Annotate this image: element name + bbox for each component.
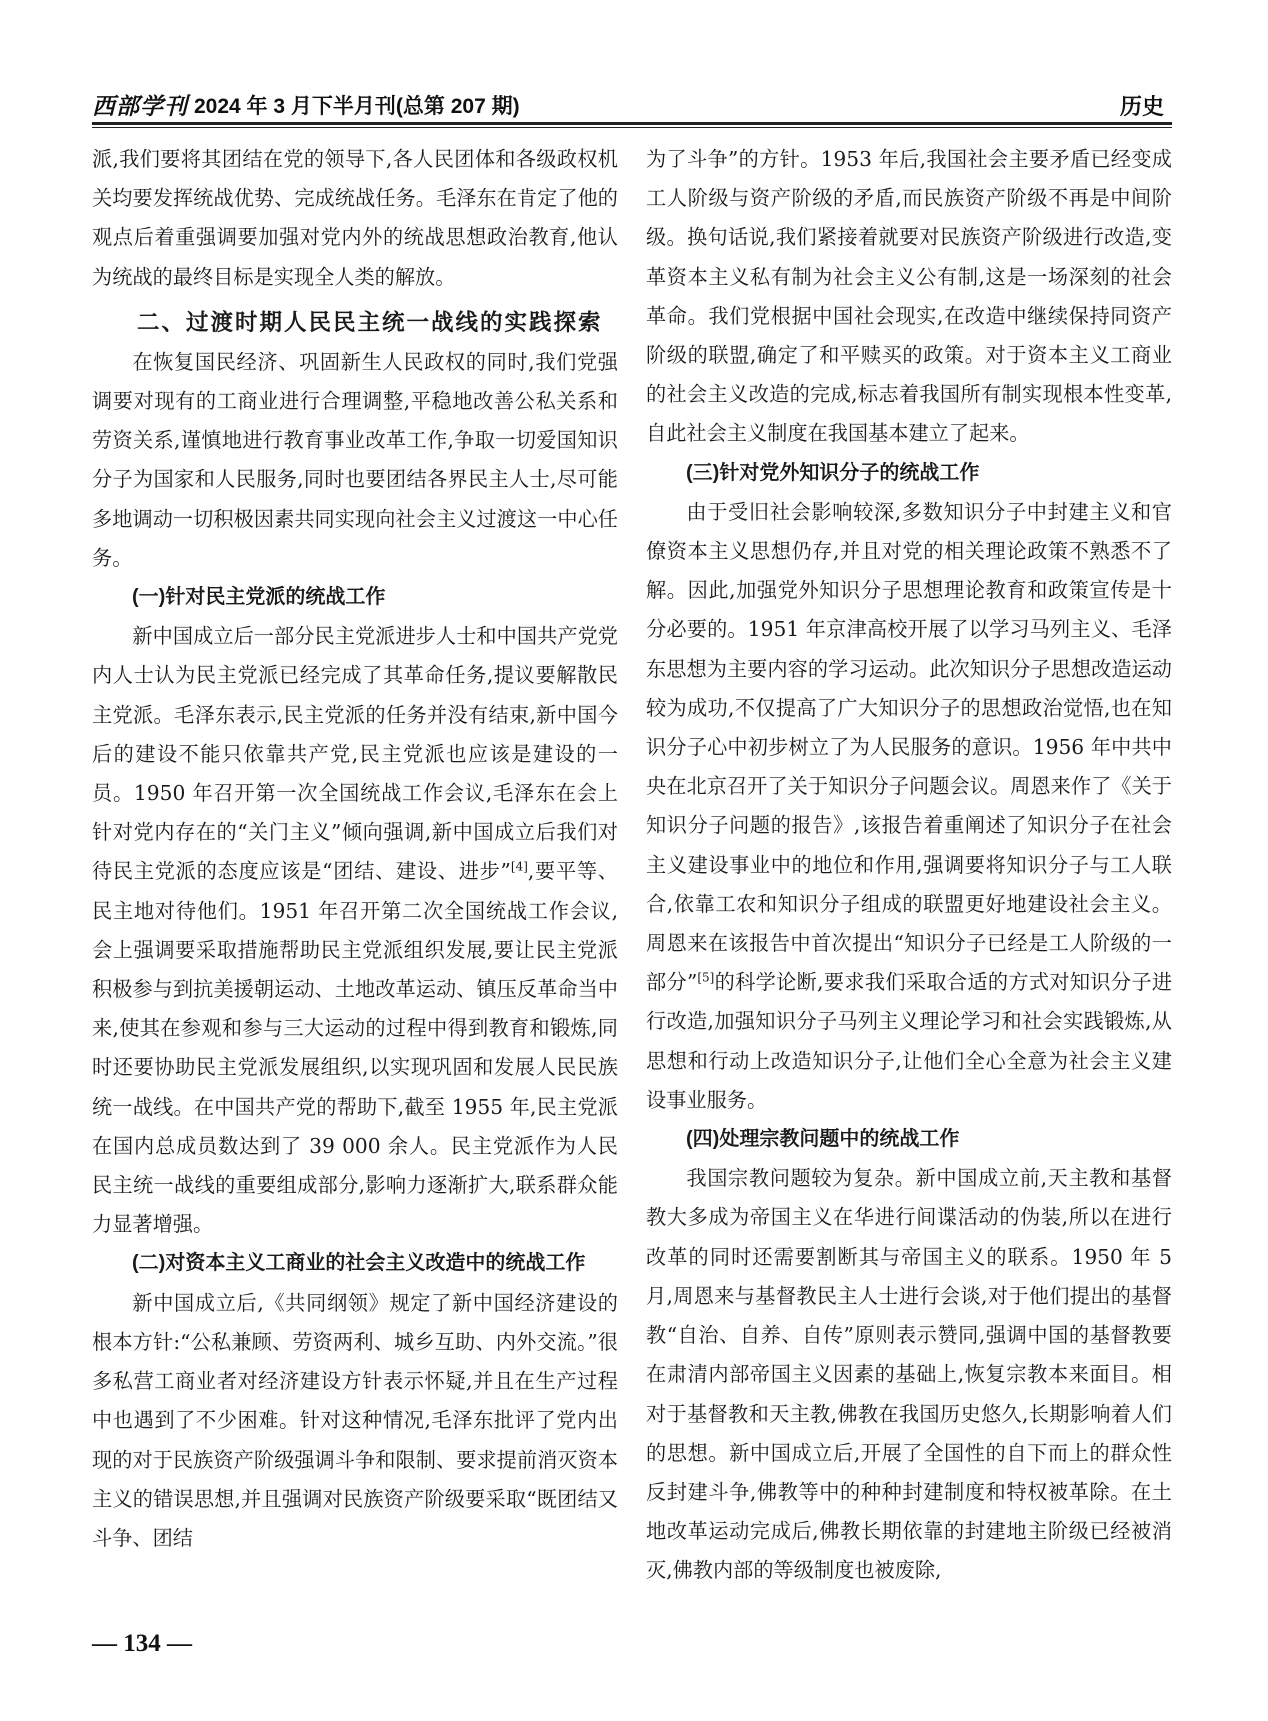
body-paragraph: 新中国成立后,《共同纲领》规定了新中国经济建设的根本方针:“公私兼顾、劳资两利、城乡互助、内外交流。”很多私营工商业者对经济建设方针表示怀疑,并且在生产过程中也遇到了不少困难。针对这种情况,毛泽东批评了党内出现的对于民族资产阶级强调斗争和限制、要求提前消灭资本主义的错误思想,并且强调对民族资产阶级要采取“既团结又斗争、团结 [92,1290,618,1550]
issue-info: 2024 年 3 月下半月刊(总第 207 期) [194,95,520,118]
citation-marker: [5] [697,970,715,985]
section-name: 历史 [1119,94,1164,119]
right-column [646,140,1172,1591]
body-paragraph [92,617,618,1244]
body-paragraph: 派,我们要将其团结在党的领导下,各人民团体和各级政权机关均要发挥统战优势、完成统战任务。毛泽东在肯定了他的观点后着重强调要加强对党内外的统战思想政治教育,他认为统战的最终目标是实现全人类的解放。 [92,147,618,289]
left-column [92,140,618,1558]
subsection-heading: (三)针对党外知识分子的统战工作 [686,461,980,484]
section-heading: 二、过渡时期人民民主统一战线的实践探索 [137,309,603,335]
body-paragraph: 在恢复国民经济、巩固新生人民政权的同时,我们党强调要对现有的工商业进行合理调整,平稳地改善公私关系和劳资关系,谨慎地进行教育事业改革工作,争取一切爱国知识分子为国家和人民服务,同时也要团结各界民主人士,尽可能多地调动一切积极因素共同实现向社会主义过渡这一中心任务。 [92,349,618,570]
subsection-heading: (二)对资本主义工商业的社会主义改造中的统战工作 [132,1252,586,1275]
header-rule-thin [92,127,1172,128]
paragraph-text-continued: 的科学论断,要求我们采取合适的方式对知识分子进行改造,加强知识分子马列主义理论学习和社会实践锻炼,从思想和行动上改造知识分子,让他们全心全意为社会主义建设事业服务。 [646,970,1173,1112]
running-header [92,90,1172,120]
page-number: — 134 — [92,1630,192,1657]
header-rule [92,122,1172,125]
body-paragraph: 为了斗争”的方针。1953 年后,我国社会主要矛盾已经变成工人阶级与资产阶级的矛盾,而民族资产阶级不再是中间阶级。换句话说,我们紧接着就要对民族资产阶级进行改造,变革资本主义私有制为社会主义公有制,这是一场深刻的社会革命。我们党根据中国社会现实,在改造中继续保持同资产阶级的联盟,确定了和平赎买的政策。对于资本主义工商业的社会主义改造的完成,标志着我国所有制实现根本性变革,自此社会主义制度在我国基本建立了起来。 [646,147,1172,446]
citation-marker: [4] [510,859,528,874]
subsection-heading: (四)处理宗教问题中的统战工作 [686,1128,960,1151]
paragraph-text: 新中国成立后一部分民主党派进步人士和中国共产党党内人士认为民主党派已经完成了其革命任务,提议要解散民主党派。毛泽东表示,民主党派的任务并没有结束,新中国今后的建设不能只依靠共产党,民主党派也应该是建设的一员。1950 年召开第一次全国统战工作会议,毛泽东在会上针对党内存在的“关门主义”倾向强调,新中国成立后我们对待民主党派的态度应该是“团结、建设、进步” [92,624,618,884]
body-paragraph: 我国宗教问题较为复杂。新中国成立前,天主教和基督教大多成为帝国主义在华进行间谍活动的伪装,所以在进行改革的同时还需要割断其与帝国主义的联系。1950 年 5 月,周恩来与基督教民主人士进行会谈,对于他们提出的基督教“自治、自养、自传”原则表示赞同,强调中国的基督教要在肃清内部帝国主义因素的基础上,恢复宗教本来面目。相对于基督教和天主教,佛教在我国历史悠久,长期影响着人们的思想。新中国成立后,开展了全国性的自下而上的群众性反封建斗争,佛教等中的种种封建制度和特权被革除。在土地改革运动完成后,佛教长期依靠的封建地主阶级已经被消灭,佛教内部的等级制度也被废除, [646,1166,1172,1583]
paragraph-text-continued: ,要平等、民主地对待他们。1951 年召开第二次全国统战工作会议,会上强调要采取措施帮助民主党派组织发展,要让民主党派积极参与到抗美援朝运动、土地改革运动、镇压反革命当中来,使其在参观和参与三大运动的过程中得到教育和锻炼,同时还要协助民主党派发展组织,以实现巩固和发展人民民族统一战线。在中国共产党的帮助下,截至 1955 年,民主党派在国内总成员数达到了 39 000 余人。民主党派作为人民民主统一战线的重要组成部分,影响力逐渐扩大,联系群众能力显著增强。 [92,859,618,1237]
subsection-heading: (一)针对民主党派的统战工作 [132,586,386,609]
paragraph-text: 由于受旧社会影响较深,多数知识分子中封建主义和官僚资本主义思想仍存,并且对党的相关理论政策不熟悉不了解。因此,加强党外知识分子思想理论教育和政策宣传是十分必要的。1951 年京津高校开展了以学习马列主义、毛泽东思想为主要内容的学习运动。此次知识分子思想改造运动较为成功,不仅提高了广大知识分子的思想政治觉悟,也在知识分子心中初步树立了为人民服务的意识。1956 年中共中央在北京召开了关于知识分子问题会议。周恩来作了《关于知识分子问题的报告》,该报告着重阐述了知识分子在社会主义建设事业中的地位和作用,强调要将知识分子与工人联合,依靠工农和知识分子组成的联盟更好地建设社会主义。周恩来在该报告中首次提出“知识分子已经是工人阶级的一部分” [646,499,1172,995]
body-paragraph [646,493,1172,1120]
journal-logo: 西部学刊 [92,93,188,120]
